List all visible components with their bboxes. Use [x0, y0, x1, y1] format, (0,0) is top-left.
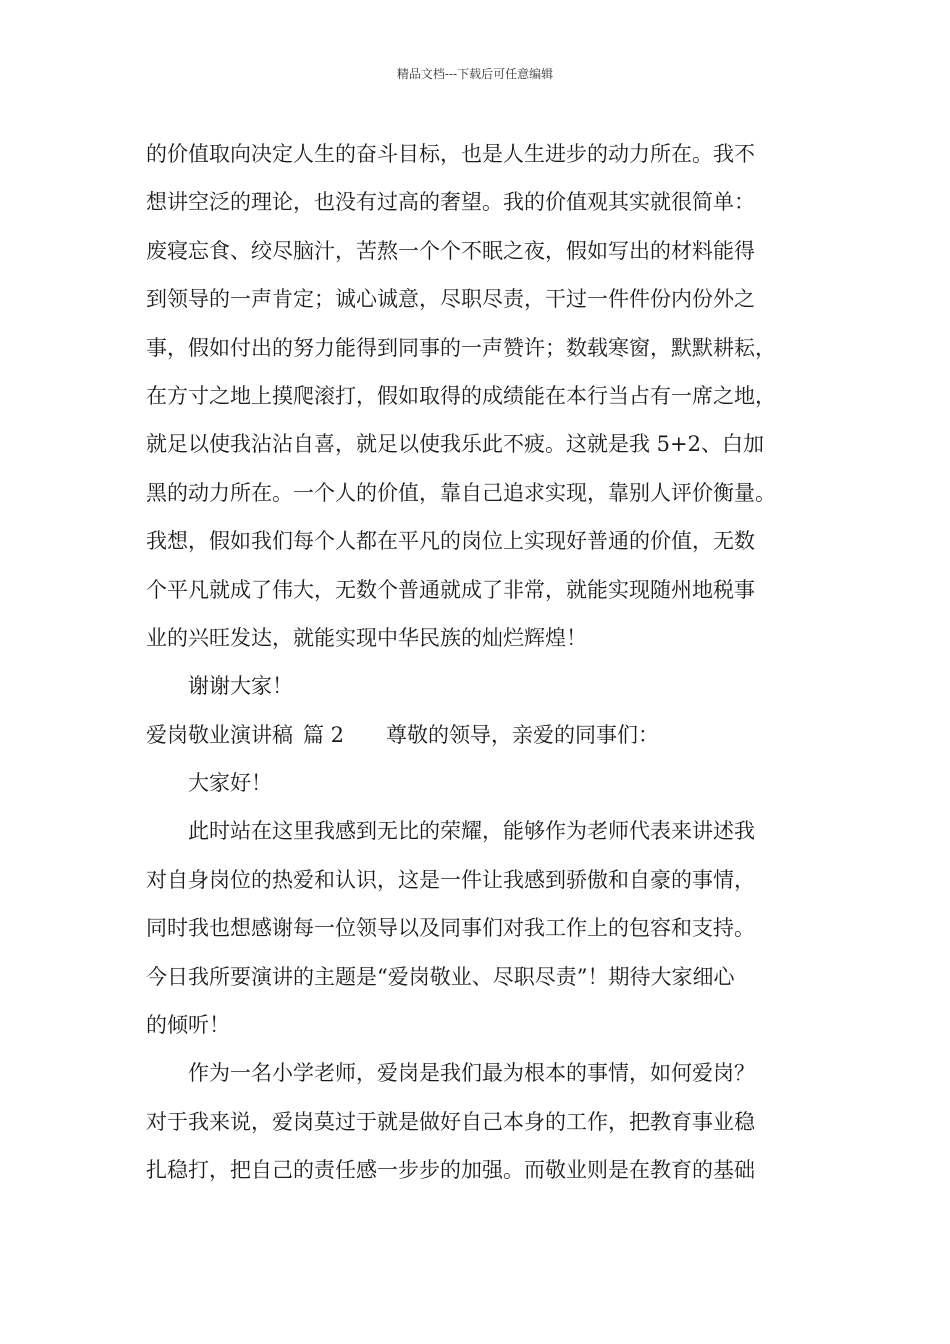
body-line: 我想，假如我们每个人都在平凡的岗位上实现好普通的价值，无数 — [146, 529, 755, 554]
body-line: 就足以使我沾沾自喜，就足以使我乐此不疲。这就是我 5+2、白加 — [146, 432, 764, 457]
section-heading-line — [146, 711, 836, 759]
body-line: 作为一名小学老师，爱岗是我们最为根本的事情，如何爱岗？ — [188, 1061, 755, 1086]
section-number: 篇 2 — [303, 722, 345, 747]
body-line: 想讲空泛的理论，也没有过高的奢望。我的价值观其实就很简单： — [146, 190, 755, 215]
body-line: 对自身岗位的热爱和认识，这是一件让我感到骄傲和自豪的事情， — [146, 867, 755, 892]
body-line: 业的兴旺发达，就能实现中华民族的灿烂辉煌！ — [146, 625, 587, 650]
body-line: 的价值取向决定人生的奋斗目标，也是人生进步的动力所在。我不 — [146, 142, 755, 166]
body-line: 在方寸之地上摸爬滚打，假如取得的成绩能在本行当占有一席之地， — [146, 383, 776, 408]
body-line: 今日我所要演讲的主题是“爱岗敬业、尽职尽责”！期待大家细心 — [146, 964, 735, 989]
body-line: 此时站在这里我感到无比的荣耀，能够作为老师代表来讲述我 — [188, 819, 755, 844]
body-line: 黑的动力所在。一个人的价值，靠自己追求实现，靠别人评价衡量。 — [146, 480, 776, 505]
body-line: 到领导的一声肯定；诚心诚意，尽职尽责，干过一件件份内份外之 — [146, 287, 755, 312]
body-line: 扎稳打，把自己的责任感一步步的加强。而敬业则是在教育的基础 — [146, 1158, 755, 1183]
page-header: 精品文档---下载后可任意编辑 — [396, 67, 554, 81]
body-line: 同时我也想感谢每一位领导以及同事们对我工作上的包容和支持。 — [146, 916, 755, 941]
body-line: 废寝忘食、绞尽脑汁，苦熬一个个不眠之夜，假如写出的材料能得 — [146, 238, 755, 263]
thanks-line: 谢谢大家！ — [188, 674, 293, 699]
salutation: 尊敬的领导，亲爱的同事们： — [386, 722, 660, 747]
body-line: 个平凡就成了伟大，无数个普通就成了非常，就能实现随州地税事 — [146, 577, 755, 602]
body-line: 的倾听！ — [146, 1013, 230, 1038]
document-body — [146, 130, 836, 1195]
section-title: 爱岗敬业演讲稿 — [146, 722, 293, 747]
body-line: 事，假如付出的努力能得到同事的一声赞许；数载寒窗，默默耕耘， — [146, 335, 776, 360]
body-line: 对于我来说，爱岗莫过于就是做好自己本身的工作，把教育事业稳 — [146, 1109, 755, 1134]
greeting-line: 大家好！ — [188, 771, 272, 796]
